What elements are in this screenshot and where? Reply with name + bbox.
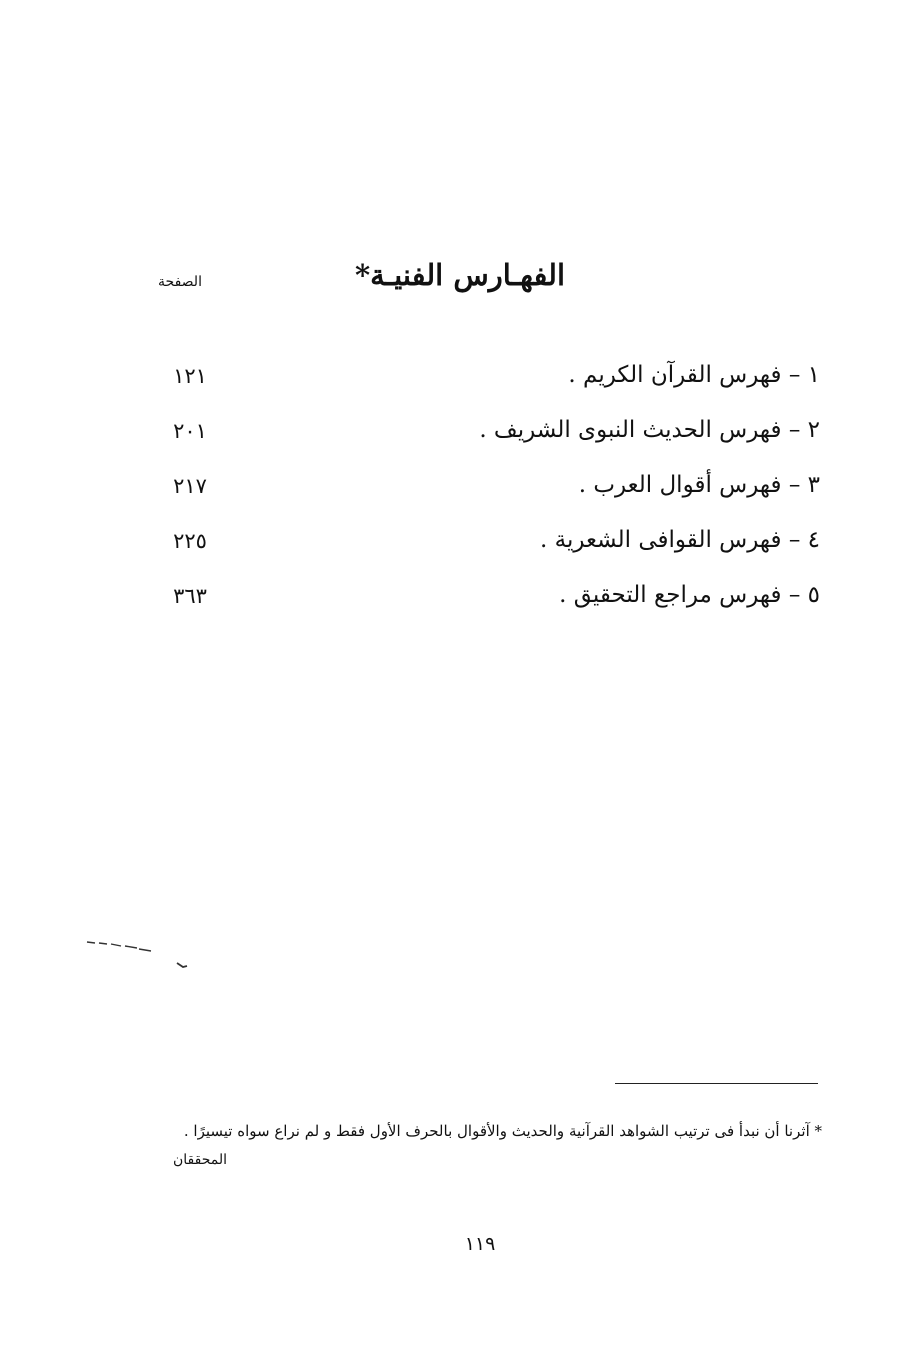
index-entry <box>130 527 820 582</box>
index-entry-title: ٣ – فهرس أقوال العرب . <box>578 472 820 498</box>
page-column-header: الصفحة <box>158 274 202 290</box>
index-entry <box>130 472 820 527</box>
index-list <box>130 362 820 637</box>
index-entry <box>130 582 820 637</box>
index-entry-page: ٢٠١ <box>173 419 207 443</box>
footnote-signature: المحققان <box>173 1152 227 1168</box>
index-entry-title: ٥ – فهرس مراجع التحقيق . <box>559 582 820 608</box>
footnote-divider <box>615 1083 818 1084</box>
index-entry-page: ٢٢٥ <box>173 529 207 553</box>
index-entry-page: ٢١٧ <box>173 474 207 498</box>
footnote-text: * آثرنا أن نبدأ فى ترتيب الشواهد القرآنية والحديث والأقوال بالحرف الأول فقط و لم نراع سواه تيسيرًا . <box>183 1122 822 1140</box>
index-entry <box>130 417 820 472</box>
index-entry <box>130 362 820 417</box>
index-entry-title: ٤ – فهرس القوافى الشعرية . <box>540 527 820 553</box>
index-entry-page: ٣٦٣ <box>173 584 207 608</box>
page-number: ١١٩ <box>464 1233 496 1255</box>
page-title: الفهـارس الفنيـة* <box>354 258 566 292</box>
index-entry-page: ١٢١ <box>173 364 207 388</box>
scan-artifact-marks <box>85 935 205 975</box>
index-entry-title: ٢ – فهرس الحديث النبوى الشريف . <box>479 417 820 443</box>
index-entry-title: ١ – فهرس القرآن الكريم . <box>568 362 820 388</box>
